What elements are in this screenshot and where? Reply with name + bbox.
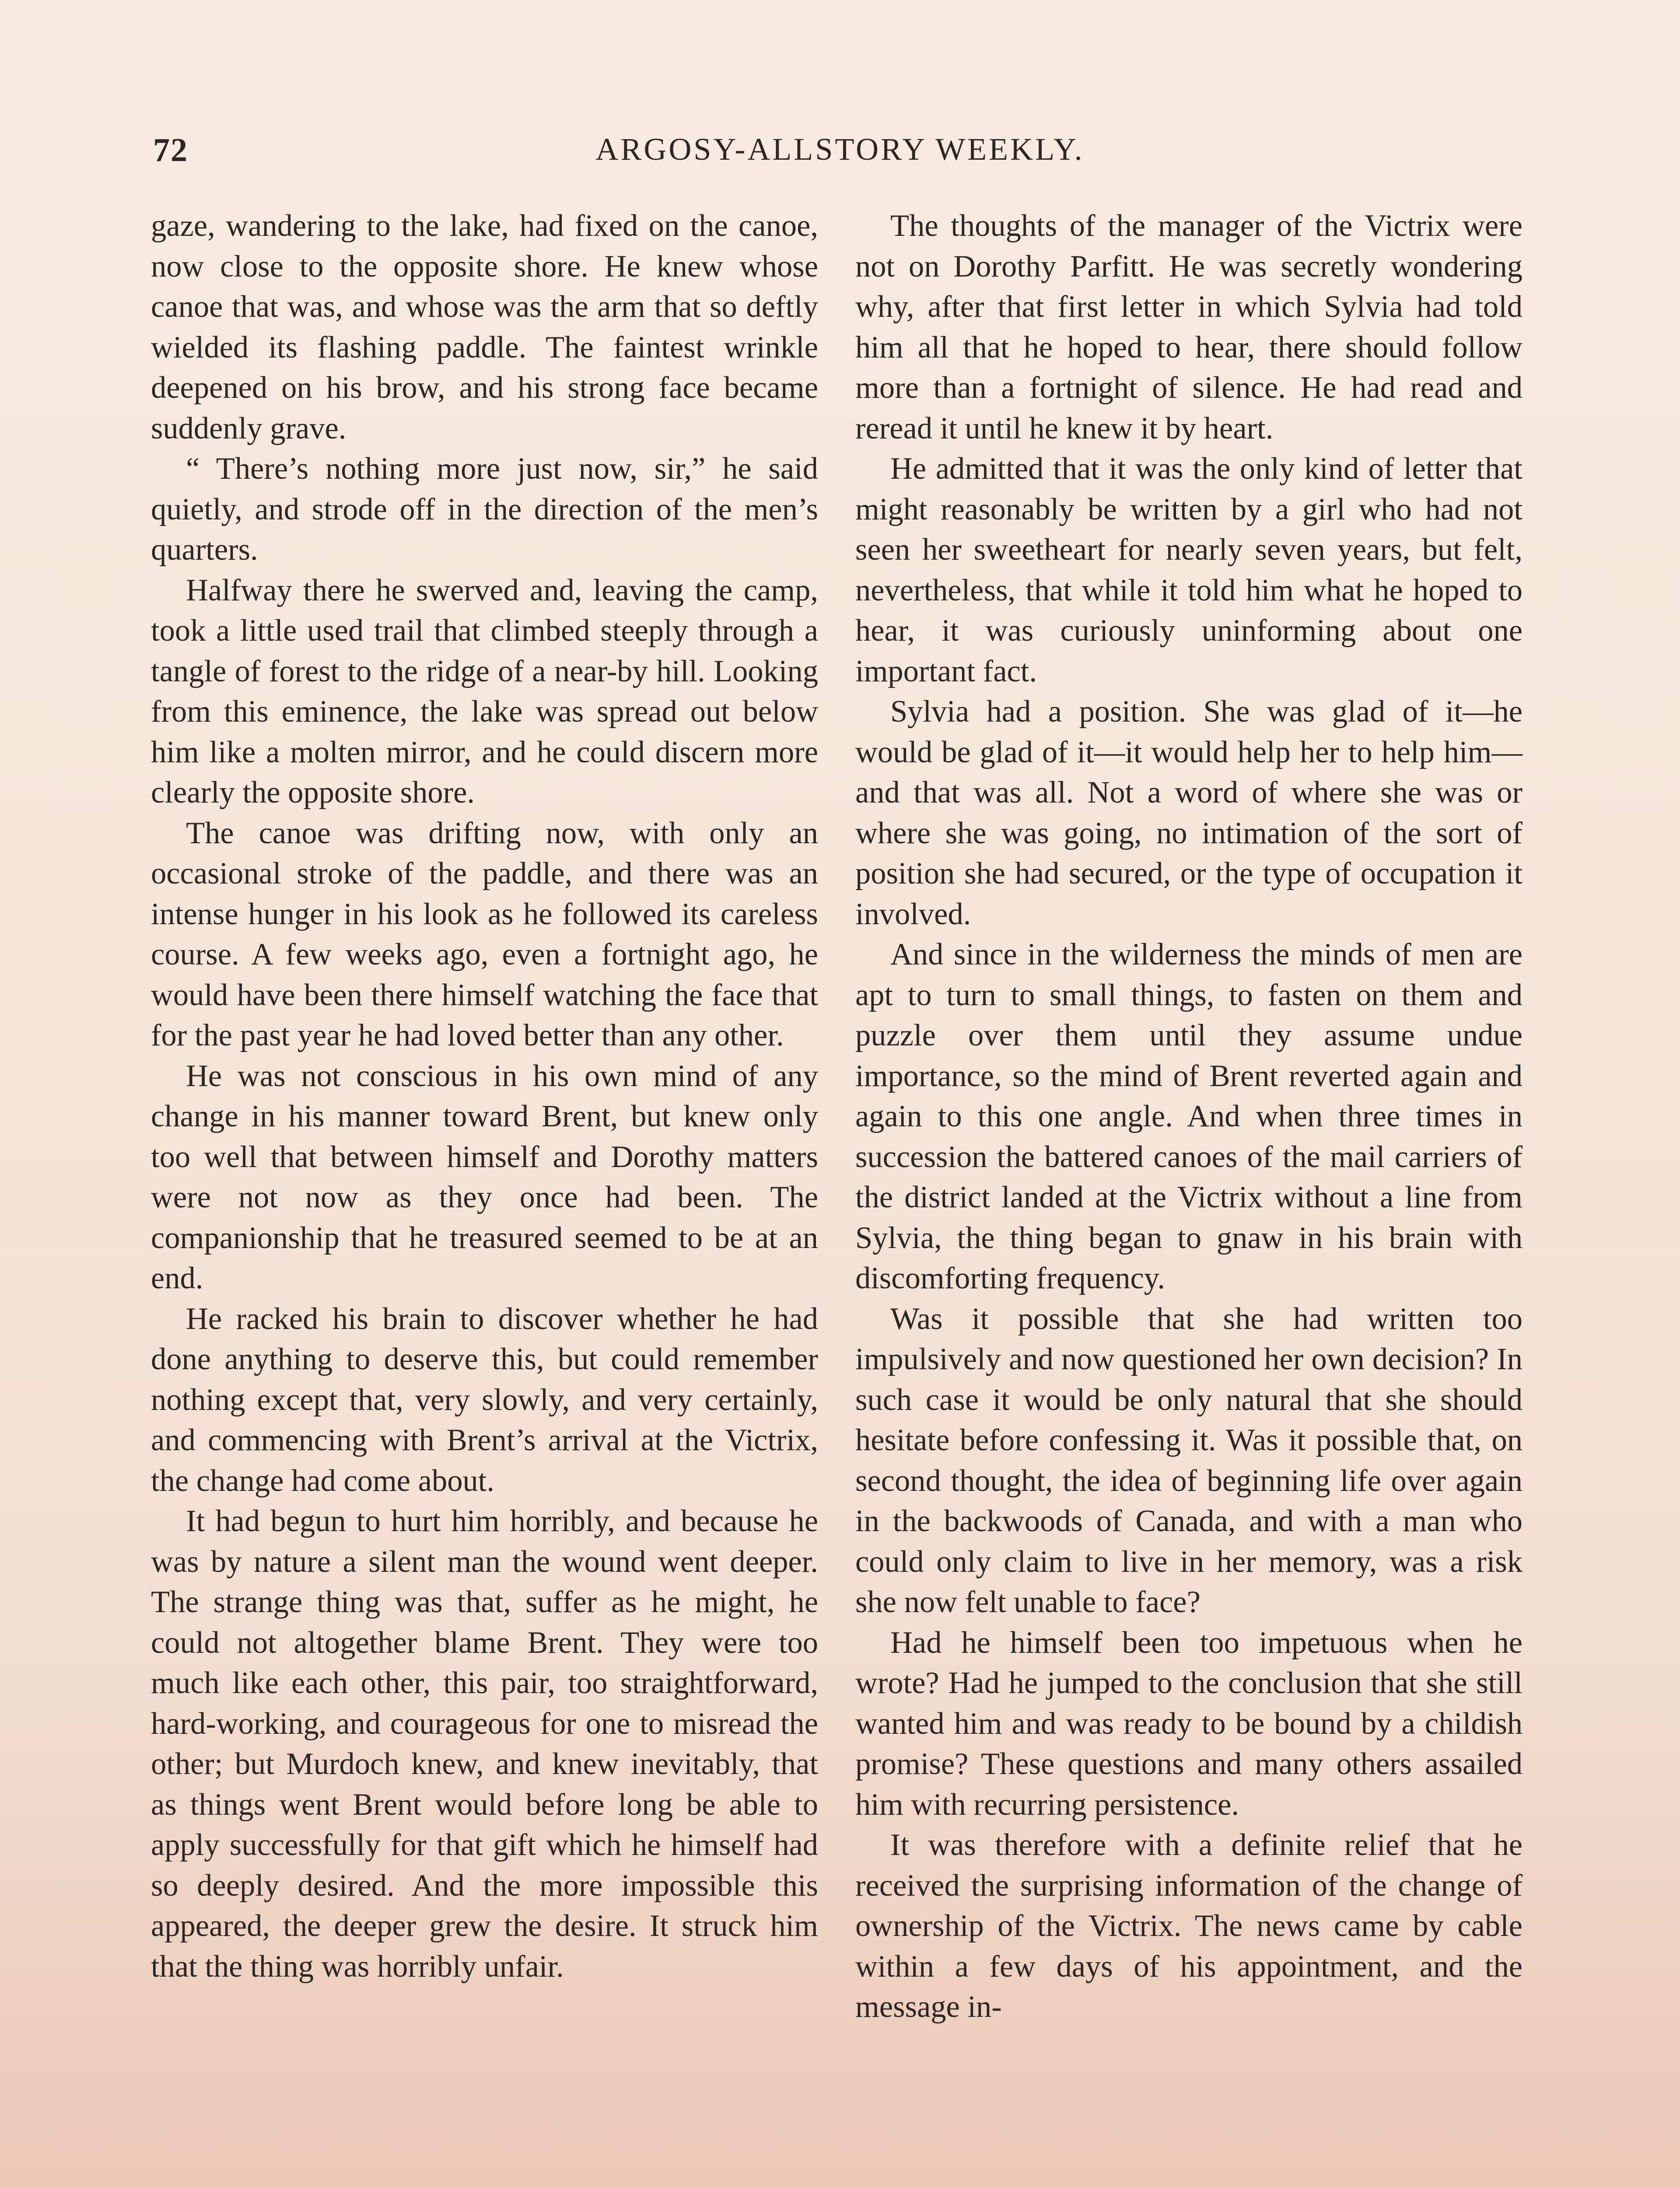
left-column [151, 206, 818, 1987]
paragraph: He racked his brain to discover whether he had done anything to deserve this, but could remember nothing except that, very slowly, and very certainly, and commencing with Brent’s arrival at the Victrix, the change had come about. [151, 1301, 818, 1498]
paragraph: He was not conscious in his own mind of any change in his manner toward Brent, but knew only too well that between himself and Dorothy matters were not now as they once had been. The companionship that he treasured seemed to be at an end. [151, 1059, 818, 1295]
paragraph: The canoe was drifting now, with only an occasional stroke of the paddle, and there was an intense hunger in his look as he followed its careless course. A few weeks ago, even a fortnight ago, he would have been there himself watching the face that for the past year he had loved better than any other. [151, 816, 818, 1052]
page-header [153, 131, 1527, 179]
paragraph: Had he himself been too impetuous when he wrote? Had he jumped to the conclusion that she still wanted him and was ready to be bound by a childish promise? These questions and many others assailed him with recurring persistence. [855, 1625, 1522, 1822]
paragraph: And since in the wilderness the minds of men are apt to turn to small things, to fasten on them and puzzle over them until they assume undue importance, so the mind of Brent reverted again and again to this one angle. And when three times in succession the battered canoes of the mail carriers of the district landed at the Victrix without a line from Sylvia, the thing began to gnaw in his brain with discomforting frequency. [855, 937, 1522, 1295]
paragraph: It was therefore with a definite relief that he received the surprising information of the change of ownership of the Victrix. The news came by cable within a few days of his appointment, and the message in- [855, 1828, 1522, 2024]
paragraph: gaze, wandering to the lake, had fixed on the canoe, now close to the opposite shore. He knew whose canoe that was, and whose was the arm that so deftly wielded its flashing paddle. The faintest wrinkle deepened on his brow, and his strong face became suddenly grave. [151, 209, 818, 445]
paragraph: It had begun to hurt him horribly, and because he was by nature a silent man the wound went deeper. The strange thing was that, suffer as he might, he could not altogether blame Brent. They were too much like each other, this pair, too straightforward, hard-working, and courageous for one to misread the other; but Murdoch knew, and knew inevitably, that as things went Brent would before long be able to apply successfully for that gift which he himself had so deeply desired. And the more impossible this appeared, the deeper grew the desire. It struck him that the thing was horribly unfair. [151, 1504, 818, 1984]
running-title: ARGOSY-ALLSTORY WEEKLY. [595, 132, 1085, 167]
paragraph: Was it possible that she had written too impulsively and now questioned her own decision? In such case it would be only natural that she should hesitate before confessing it. Was it possible that, on second thought, the idea of beginning life over again in the backwoods of Canada, and with a man who could only claim to live in her memory, was a risk she now felt unable to face? [855, 1301, 1522, 1619]
page-number: 72 [153, 132, 188, 168]
paragraph: Halfway there he swerved and, leaving the camp, took a little used trail that climbed steeply through a tangle of forest to the ridge of a near-by hill. Looking from this eminence, the lake was spread out below him like a molten mirror, and he could discern more clearly the opposite shore. [151, 573, 818, 810]
paragraph: Sylvia had a position. She was glad of it—he would be glad of it—it would help her to help him—and that was all. Not a word of where she was or where she was going, no intimation of the sort of position she had secured, or the type of occupation it involved. [855, 694, 1522, 931]
paragraph: “ There’s nothing more just now, sir,” he said quietly, and strode off in the direction of the men’s quarters. [151, 452, 818, 567]
right-column [855, 206, 1522, 2027]
paragraph: He admitted that it was the only kind of letter that might reasonably be written by a girl who had not seen her sweetheart for nearly seven years, but felt, nevertheless, that while it told him what he hoped to hear, it was curiously uninforming about one important fact. [855, 452, 1522, 688]
paragraph: The thoughts of the manager of the Victrix were not on Dorothy Parfitt. He was secretly wondering why, after that first letter in which Sylvia had told him all that he hoped to hear, there should follow more than a fortnight of silence. He had read and reread it until he knew it by heart. [855, 209, 1522, 445]
